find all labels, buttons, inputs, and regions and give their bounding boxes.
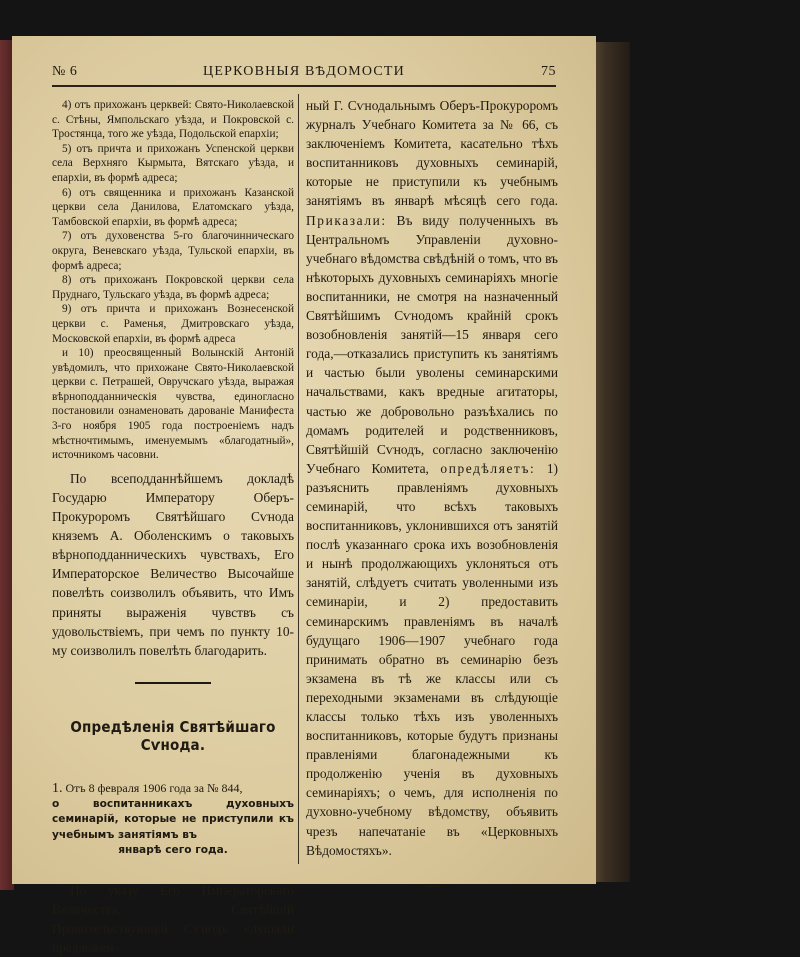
decree-opening: По указу Его Императорскаго Величества, Святѣйшій Правительствующій Сѵнодъ слушали предложен-	[52, 882, 294, 956]
list-item: 5) отъ причта и прихожанъ Успенской церкви села Верхняго Кырмыта, Вятскаго уѣзда, и епархіи, въ формѣ адреса;	[52, 142, 294, 184]
end-dash	[425, 886, 439, 887]
list-item: и 10) преосвященный Волынскій Антоній увѣдомилъ, что прихожане Свято-Николаевской церкви с. Петрашей, Овручскаго уѣзда, выражая вѣрноподданническія чувства, единогласно постановили ознаменовать дарованіе Манифеста 3-го ноября 1905 года построеніемъ надъ мѣстночтимымъ, именуемымъ «благодатный», источникомъ часовни.	[52, 347, 294, 462]
list-item: 9) отъ причта и прихожанъ Вознесенской церкви с. Раменья, Дмитровскаго уѣзда, Московской епархіи, въ формѣ адреса	[52, 303, 294, 345]
journal-title: ЦЕРКОВНЫЯ ВѢДОМОСТИ	[203, 64, 405, 79]
decree-text-part2: Въ виду полученныхъ въ Центральномъ Управленіи духовно-учебнаго вѣдомства свѣдѣній о томъ, что въ нѣкоторыхъ духовныхъ семинаріяхъ многіе воспитанники, не смотря на назначенный Святѣйшимъ Сѵнодомъ крайній срокъ возобновленія занятій—15 января сего года,—отказались приступить къ занятіямъ и частью были уволены семинарскими начальствами, какъ вредные агитаторы, частью же добровольно разъѣхались по домамъ родителей и родственниковъ, Святѣйшій Сѵнодъ, согласно заключенію Учебнаго Комитета,	[306, 212, 558, 476]
header-rule	[52, 85, 556, 87]
decree-subject-main: о воспитанникахъ духовныхъ семинарій, которые не приступили къ учебнымъ занятіямъ въ	[52, 797, 294, 841]
list-items	[52, 98, 294, 463]
list-item: 6) отъ священника и прихожанъ Казанской церкви села Данилова, Елатомскаго уѣзда, Тамбовской епархіи, въ формѣ адреса;	[52, 186, 294, 228]
column-divider	[298, 94, 299, 864]
book-spine	[590, 42, 630, 882]
decree-subject-end: январѣ сего года.	[118, 844, 228, 857]
decree-heading	[52, 780, 294, 797]
page-number: 75	[541, 64, 556, 79]
decree-subject	[52, 797, 294, 859]
report-paragraph: По всеподданнѣйшемъ докладѣ Государю Императору Оберъ-Прокуроромъ Святѣйшаго Сѵнода княземъ А. Оболенскимъ о таковыхъ вѣрноподданническихъ чувствахъ, Его Императорское Величество Высочайше повелѣть соизволилъ объявить, что Имъ приняты выраженія чувствъ съ удовольствіемъ, при чемъ по пункту 10-му соизволилъ повелѣть благодарить.	[52, 470, 294, 658]
issue-number: № 6	[52, 64, 78, 79]
decree-text-part3: 1) разъяснить правленіямъ духовныхъ семинарій, что всѣхъ таковыхъ воспитанниковъ, уклонившихся отъ занятій послѣ указаннаго срока ихъ возобновленія и нынѣ продолжающихъ уклоняться отъ занятій, слѣдуетъ считать уволенными изъ семинаріи, и 2) предоставить семинарскимъ правленіямъ въ началѣ будущаго 1906—1907 учебнаго года принимать обратно въ семинарію безъ экзамена въ тѣ же классы или съ переходными экзаменами въ слѣдующіе классы только тѣхъ изъ уволенныхъ воспитанниковъ, которые будутъ признаны правленіями благонадежными къ продолженію ученія въ духовныхъ семинаріяхъ; о чемъ, для исполненія по духовно-учебному вѣдомству, объявить чрезъ напечатаніе въ «Церковныхъ Вѣдомостяхъ».	[306, 460, 558, 858]
decree-date: Отъ 8 февраля 1906 года за № 844,	[65, 780, 243, 795]
section-title: Опредѣленія Святѣйшаго Сѵнода.	[70, 717, 276, 754]
decree-number: 1.	[52, 780, 63, 796]
left-column	[52, 98, 294, 957]
section-separator	[135, 682, 211, 684]
running-header	[52, 64, 556, 84]
list-item: 4) отъ прихожанъ церквей: Свято-Николаевской с. Стѣны, Ямпольскаго уѣзда, и Покровской с. Тростянца, того же уѣзда, Подольской епархіи;	[52, 99, 294, 141]
decree-text-part1: ный Г. Сѵнодальнымъ Оберъ-Прокуроромъ журналъ Учебнаго Комитета за № 66, съ заключеніемъ Комитета, касательно тѣхъ воспитанниковъ духовныхъ семинарій, которые не приступили къ учебнымъ занятіямъ въ январѣ мѣсяцѣ сего года.	[306, 98, 558, 209]
list-item: 8) отъ прихожанъ Покровской церкви села Пруднаго, Тульскаго уѣзда, въ формѣ адреса;	[52, 274, 294, 301]
decree-body	[306, 96, 558, 860]
right-column	[306, 96, 558, 887]
document-page	[12, 36, 596, 956]
list-item: 7) отъ духовенства 5-го благочинническаго округа, Веневскаго уѣзда, Тульской епархіи, въ формѣ адреса;	[52, 230, 294, 272]
opredelyaet-keyword: опредѣляетъ:	[440, 460, 536, 476]
prikazali-keyword: Приказали:	[306, 212, 387, 228]
